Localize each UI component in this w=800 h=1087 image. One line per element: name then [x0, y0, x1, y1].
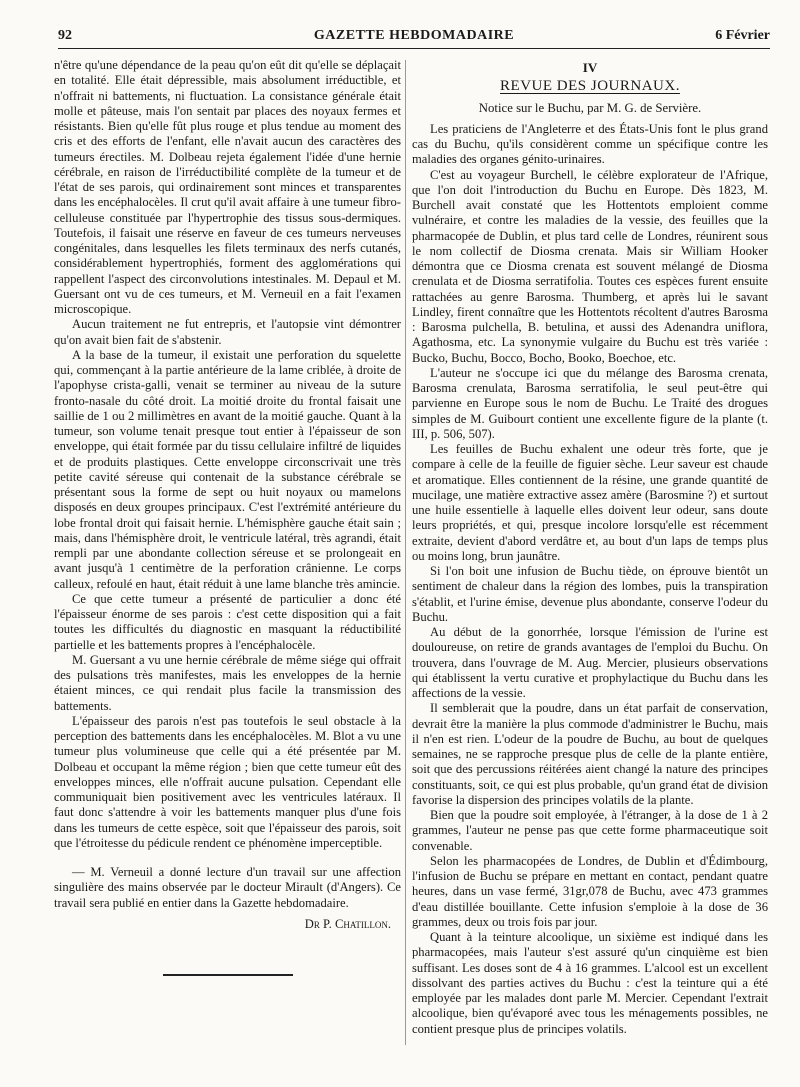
paragraph: C'est au voyageur Burchell, le célèbre explorateur de l'Afrique, que l'on doit l'introduction du Buchu en Europe. Dès 1823, M. Burchell avait constaté que les Hottentots emploient comme vulnéraire, et contre les maladies de la vessie, des feuilles que la pharmacopée de Dublin, et plus tard celle de Londres, réunirent sous le nom collectif de Diosma crenata. Mais sir William Hooker démontra que ce Diosma crenata est souvent mélangé de Diosma crenulata et de Diosma serratifolia. Toutes ces espèces furent ensuite rattachées au genre Barosma. Thumberg, et après lui le savant Lindley, firent connaître que les Hottentots récoltent d'autres Barosma : Barosma pulchella, B. betulina, et aussi des Adenandra uniflora, Agathosma, etc. La synonymie vulgaire du Buchu est très variée : Bucko, Buchu, Bocco, Bocho, Booko, Boechoe, etc.: [412, 167, 768, 365]
section-title: REVUE DES JOURNAUX.: [500, 78, 680, 95]
paragraph: Bien que la poudre soit employée, à l'étranger, à la dose de 1 à 2 grammes, l'auteur ne pense pas que cette forme pharmaceutique soit convenable.: [412, 808, 768, 853]
section-end-rule: [163, 974, 293, 976]
article-title: Notice sur le Buchu, par M. G. de Servière.: [478, 100, 702, 115]
right-column: [412, 58, 768, 1037]
running-header: [58, 26, 770, 49]
paragraph: L'auteur ne s'occupe ici que du mélange des Barosma crenata, Barosma crenulata, Barosma serratifolia, le seul peut-être qui parvienne en Europe sous le nom de Buchu. Le Traité des drogues simples de M. Guibourt contient une excellente figure de la plante (t. III, p. 506, 507).: [412, 365, 768, 441]
paragraph: Les feuilles de Buchu exhalent une odeur très forte, que je compare à celle de la feuille de figuier sèche. Leur saveur est chaude et aromatique. Elles contiennent de la résine, une grande quantité de mucilage, une matière extractive assez amère (Barosmine ?) et surtout une huile essentielle à laquelle elles doivent leur odeur, sans doute leurs propriétés, et qui, presque incolore lorsqu'elle est récemment extraite, devient d'abord verdâtre et, au bout d'un laps de temps plus ou moins long, brun jaunâtre.: [412, 442, 768, 563]
journal-title: GAZETTE HEBDOMADAIRE: [313, 28, 515, 43]
section-number: IV: [582, 60, 598, 75]
column-divider: [405, 60, 406, 1045]
paragraph: Aucun traitement ne fut entrepris, et l'autopsie vint démontrer qu'on avait bien fait de s'abstenir.: [54, 317, 401, 347]
paragraph: Ce que cette tumeur a présenté de particulier a donc été l'épaisseur énorme de ses parois : c'est cette disposition qui a fait toutes les difficultés du diagnostic en masquant la réductibilité partielle et les battements propres à l'encéphalocèle.: [54, 591, 401, 652]
paragraph: Les praticiens de l'Angleterre et des États-Unis font le plus grand cas du Buchu, qu'ils considèrent comme un spécifique contre les maladies des organes génito-urinaires.: [412, 121, 768, 167]
paragraph: — M. Verneuil a donné lecture d'un travail sur une affection singulière des mains observée par le docteur Mirault (d'Angers). Ce travail sera publié en entier dans la Gazette hebdomadaire.: [54, 865, 401, 910]
paragraph: L'épaisseur des parois n'est pas toutefois le seul obstacle à la perception des battements dans les encéphalocèles. M. Blot a vu une tumeur plus volumineuse que celle qui a été présentée par M. Dolbeau et occupant la même région ; bien que cette tumeur eût des enveloppes minces, elle n'offrait aucune pulsation. Cependant elle communiquait bien positivement avec les ventricules latéraux. Il faut donc s'attendre à voir les battements manquer plus d'une fois dans les tumeurs de cette espèce, soit que l'épaisseur des parois, soit que l'étroitesse du pédicule rendent ce phénomène imperceptible.: [54, 713, 401, 850]
paragraph: Il semblerait que la poudre, dans un état parfait de conservation, devrait être la manière la plus commode d'administrer le Buchu, mais il n'en est rien. L'odeur de la poudre de Buchu, au bout de quelques semaines, ne se rapproche presque plus de celle de la plante entière, soit que des percussions réitérées aient changé la nature des principes constituants, soit, ce qui est plus probable, qu'un grand état de division favorise la dispersion des principes volatils de la plante.: [412, 701, 768, 807]
issue-date: 6 Février: [715, 28, 770, 43]
author-signature: Dr P. Chatillon.: [304, 916, 391, 931]
paragraph: A la base de la tumeur, il existait une perforation du squelette qui, commençant à la partie antérieure de la lame criblée, à droite de l'apophyse crista-galli, venait se terminer au niveau de la suture fronto-nasale du côté droit. La moitié droite du frontal faisait une saillie de 1 ou 2 millimètres en avant de la moitié gauche. Quant à la tumeur, son volume tenait presque tout entier à l'épaisseur de son enveloppe, qui était formée par du tissu cellulaire infiltré de liquides et de produits plastiques. Cette enveloppe circonscrivait une très petite cavité séreuse qui contenait de la substance cérébrale se présentant sous la forme de sept ou huit noyaux ou mamelons disposés en deux groupes principaux. C'est l'extrémité antérieure du lobe frontal droit qui faisait hernie. L'hémisphère gauche était sain ; mais, dans l'hémisphère droit, le ventricule latéral, très agrandi, était rempli par une abondante collection séreuse et se prolongeait en avant jusqu'à 1 centimètre de la perforation crânienne. Le corps calleux, refoulé en haut, était réduit à une lame blanche très amincie.: [54, 347, 401, 591]
paragraph: M. Guersant a vu une hernie cérébrale de même siége qui offrait des pulsations très manifestes, mais les enveloppes de la hernie étaient minces, ce qui rendait plus facile la transmission des battements.: [54, 652, 401, 713]
paragraph: Quant à la teinture alcoolique, un sixième est indiqué dans les pharmacopées, mais l'auteur s'est assuré qu'un cinquième est bien suffisant. Les doses sont de 4 à 16 grammes. L'alcool est un excellent dissolvant des parties actives du Buchu : c'est la teinture qui a été employée par les malades dont parle M. Mercier. Cependant l'extrait alcoolique, bien qu'évaporé avec tous les ménagements possibles, ne contient presque plus de principes volatils.: [412, 930, 768, 1036]
paragraph: Selon les pharmacopées de Londres, de Dublin et d'Édimbourg, l'infusion de Buchu se prépare en mettant en contact, pendant quatre heures, dans un vase fermé, 31gr,078 de Buchu, avec 473 grammes d'eau distillée bouillante. Cette infusion s'emploie à la dose de 36 grammes, deux ou trois fois par jour.: [412, 853, 768, 929]
page-number: 92: [58, 28, 72, 43]
left-column: [54, 58, 401, 976]
paragraph: n'être qu'une dépendance de la peau qu'on eût dit qu'elle se déplaçait en totalité. Elle était dépressible, mais absolument irréductible, et n'offrait ni battements, ni fluctuation. La consistance générale était molle et pâteuse, mais l'on sentait par places des noyaux fermes et résistants. Bien qu'elle fût plus rouge et plus tendue au moment des cris et des efforts de l'enfant, elle n'avait aucun des caractères des tumeurs érectiles. M. Dolbeau rejeta également l'idée d'une hernie cérébrale, en raison de l'irréductibilité complète de la tumeur et de l'état de ses parois, qui ordinairement sont minces et transparentes dans les encéphalocèles. Il crut qu'il avait affaire à une tumeur fibro-celluleuse constituée par l'hypertrophie des tissus sous-dermiques. Toutefois, il faisait une réserve en faveur de ces tumeurs nerveuses congénitales, dans lesquelles les filets terminaux des nerfs cutanés, considérablement hypertrophiés, forment des agglomérations qui rappellent l'aspect des circonvolutions intestinales. M. Depaul et M. Guersant ont vu de ces tumeurs, et M. Verneuil en a fait l'examen microscopique.: [54, 58, 401, 316]
paragraph: Si l'on boit une infusion de Buchu tiède, on éprouve bientôt un sentiment de chaleur dans la région des lombes, puis la transpiration s'établit, et l'urine émise, devenue plus abondante, conserve l'odeur du Buchu.: [412, 564, 768, 624]
paragraph: Au début de la gonorrhée, lorsque l'émission de l'urine est douloureuse, on retire de grands avantages de l'emploi du Buchu. On trouvera, dans l'ouvrage de M. Aug. Mercier, plusieurs observations qui établissent la vertu curative et prophylactique du Buchu dans les affections de la vessie.: [412, 625, 768, 700]
